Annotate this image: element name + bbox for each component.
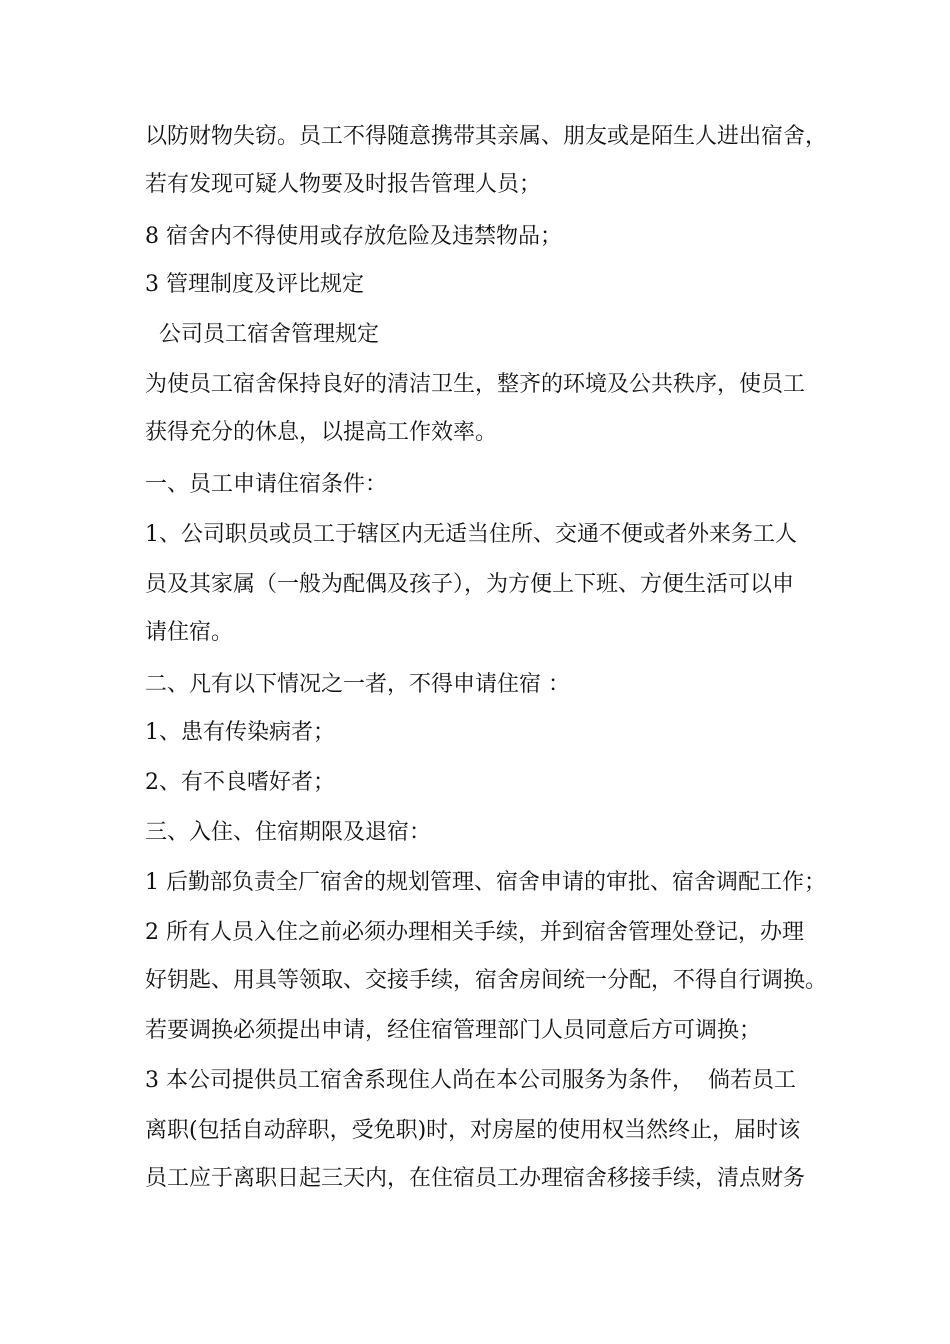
section-heading: 3 管理制度及评比规定: [145, 272, 364, 297]
text-line: 员及其家属（一般为配偶及孩子），为方便上下班、方便生活可以申: [145, 572, 795, 597]
section-heading: 一、员工申请住宿条件：: [145, 472, 388, 497]
text-line: 1、公司职员或员工于辖区内无适当住所、交通不便或者外来务工人: [145, 522, 797, 547]
text-line: 为使员工宿舍保持良好的清洁卫生，整齐的环境及公共秩序，使员工: [145, 372, 806, 397]
text-line: 2 所有人员入住之前必须办理相关手续，并到宿舍管理处登记，办理: [145, 920, 804, 945]
text-line: 以防财物失窃。员工不得随意携带其亲属、朋友或是陌生人进出宿舍，: [145, 124, 828, 149]
text-line: 离职(包括自动辞职，受免职)时，对房屋的使用权当然终止，届时该: [145, 1118, 801, 1143]
text-line: 1 后勤部负责全厂宿舍的规划管理、宿舍申请的审批、宿舍调配工作；: [145, 870, 826, 895]
text-line: 若有发现可疑人物要及时报告管理人员；: [145, 172, 542, 197]
text-line: 请住宿。: [145, 620, 234, 645]
section-heading: 二、凡有以下情况之一者，不得申请住宿 ：: [145, 672, 570, 697]
text-line: 2、有不良嗜好者；: [145, 770, 335, 795]
text-line: 8 宿舍内不得使用或存放危险及违禁物品；: [145, 224, 562, 249]
text-line: 员工应于离职日起三天内，在住宿员工办理宿舍移接手续，清点财务: [145, 1166, 806, 1191]
text-line: 3 本公司提供员工宿舍系现住人尚在本公司服务为条件， 倘若员工: [145, 1068, 796, 1093]
document-title: 公司员工宿舍管理规定: [145, 322, 379, 347]
section-heading: 三、入住、住宿期限及退宿：: [145, 820, 432, 845]
text-line: 若要调换必须提出申请，经住宿管理部门人员同意后方可调换；: [145, 1018, 762, 1043]
text-line: 好钥匙、用具等领取、交接手续，宿舍房间统一分配，不得自行调换。: [145, 968, 828, 993]
text-line: 1、患有传染病者；: [145, 720, 335, 745]
text-line: 获得充分的休息，以提高工作效率。: [145, 420, 498, 445]
